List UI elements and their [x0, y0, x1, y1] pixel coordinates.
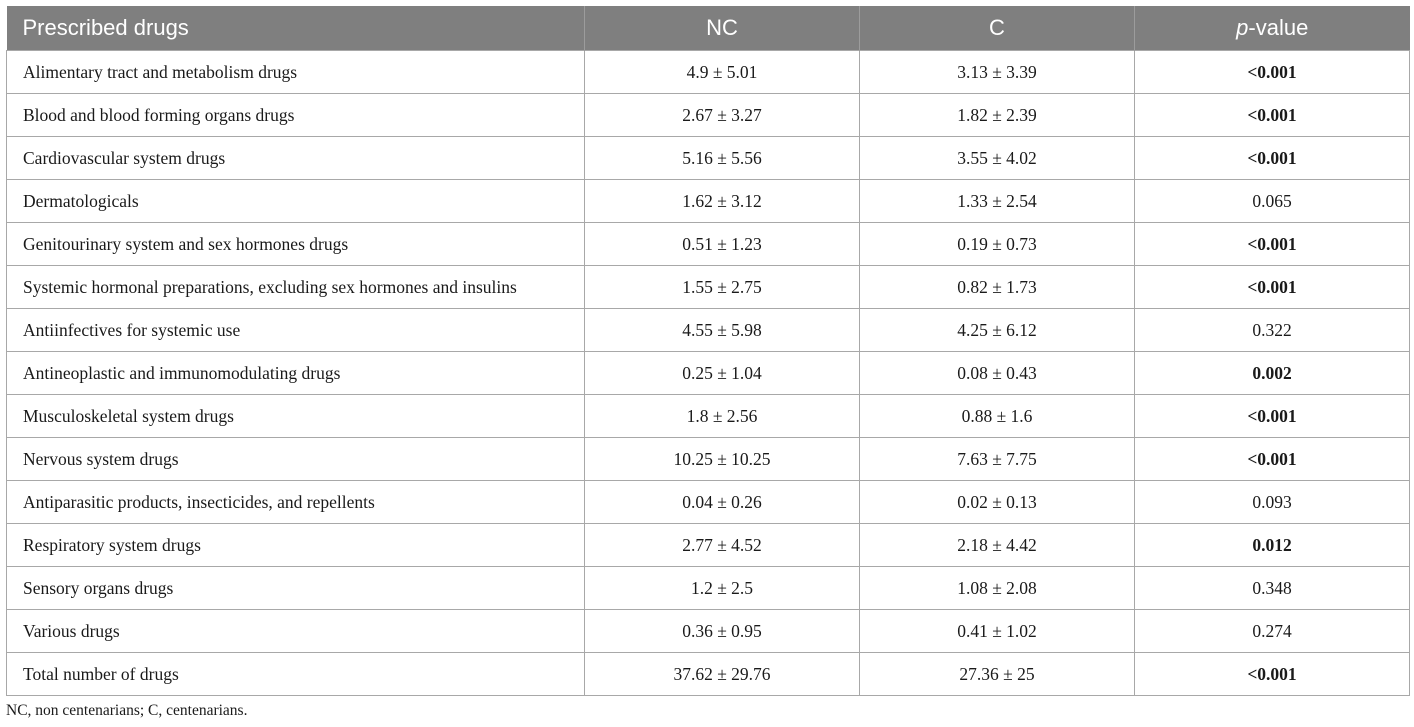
drugs-table-container: [6, 6, 1409, 696]
header-nc: NC: [585, 6, 860, 51]
table-footnote: NC, non centenarians; C, centenarians.: [6, 702, 248, 719]
table-row: [7, 309, 1410, 352]
cell-p-value: <0.001: [1135, 653, 1410, 696]
cell-drug-name: Blood and blood forming organs drugs: [7, 94, 585, 137]
table-row: [7, 223, 1410, 266]
cell-c-value: 0.41 ± 1.02: [860, 610, 1135, 653]
cell-nc-value: 2.67 ± 3.27: [585, 94, 860, 137]
table-row: [7, 266, 1410, 309]
cell-nc-value: 0.51 ± 1.23: [585, 223, 860, 266]
cell-c-value: 0.82 ± 1.73: [860, 266, 1135, 309]
cell-c-value: 3.13 ± 3.39: [860, 51, 1135, 94]
cell-c-value: 2.18 ± 4.42: [860, 524, 1135, 567]
cell-p-value: 0.322: [1135, 309, 1410, 352]
cell-p-value: 0.002: [1135, 352, 1410, 395]
table-row: [7, 51, 1410, 94]
prescribed-drugs-table: [6, 6, 1410, 696]
cell-p-value: <0.001: [1135, 51, 1410, 94]
cell-drug-name: Sensory organs drugs: [7, 567, 585, 610]
cell-c-value: 4.25 ± 6.12: [860, 309, 1135, 352]
cell-drug-name: Total number of drugs: [7, 653, 585, 696]
cell-p-value: <0.001: [1135, 266, 1410, 309]
cell-c-value: 1.08 ± 2.08: [860, 567, 1135, 610]
table-row: [7, 438, 1410, 481]
table-row: [7, 180, 1410, 223]
cell-c-value: 7.63 ± 7.75: [860, 438, 1135, 481]
cell-p-value: <0.001: [1135, 395, 1410, 438]
table-row: [7, 610, 1410, 653]
header-c: C: [860, 6, 1135, 51]
cell-drug-name: Systemic hormonal preparations, excluding sex hormones and insulins: [7, 266, 585, 309]
cell-drug-name: Dermatologicals: [7, 180, 585, 223]
cell-c-value: 1.82 ± 2.39: [860, 94, 1135, 137]
cell-drug-name: Nervous system drugs: [7, 438, 585, 481]
cell-drug-name: Various drugs: [7, 610, 585, 653]
header-p-italic: p: [1236, 15, 1249, 40]
cell-drug-name: Musculoskeletal system drugs: [7, 395, 585, 438]
cell-drug-name: Respiratory system drugs: [7, 524, 585, 567]
table-row: [7, 653, 1410, 696]
cell-drug-name: Alimentary tract and metabolism drugs: [7, 51, 585, 94]
cell-drug-name: Antiinfectives for systemic use: [7, 309, 585, 352]
cell-c-value: 3.55 ± 4.02: [860, 137, 1135, 180]
cell-nc-value: 5.16 ± 5.56: [585, 137, 860, 180]
cell-p-value: 0.012: [1135, 524, 1410, 567]
header-p-rest: -value: [1248, 15, 1309, 40]
cell-drug-name: Cardiovascular system drugs: [7, 137, 585, 180]
cell-nc-value: 1.55 ± 2.75: [585, 266, 860, 309]
cell-drug-name: Antiparasitic products, insecticides, and repellents: [7, 481, 585, 524]
header-p-value: [1135, 6, 1410, 51]
table-row: [7, 481, 1410, 524]
cell-nc-value: 4.55 ± 5.98: [585, 309, 860, 352]
cell-c-value: 0.02 ± 0.13: [860, 481, 1135, 524]
cell-nc-value: 0.25 ± 1.04: [585, 352, 860, 395]
cell-p-value: 0.274: [1135, 610, 1410, 653]
cell-drug-name: Antineoplastic and immunomodulating drugs: [7, 352, 585, 395]
cell-p-value: <0.001: [1135, 223, 1410, 266]
table-row: [7, 137, 1410, 180]
cell-p-value: <0.001: [1135, 94, 1410, 137]
table-row: [7, 524, 1410, 567]
table-row: [7, 94, 1410, 137]
cell-c-value: 0.08 ± 0.43: [860, 352, 1135, 395]
cell-c-value: 1.33 ± 2.54: [860, 180, 1135, 223]
table-header-row: [7, 6, 1410, 51]
cell-p-value: 0.093: [1135, 481, 1410, 524]
table-row: [7, 395, 1410, 438]
cell-nc-value: 37.62 ± 29.76: [585, 653, 860, 696]
cell-p-value: 0.065: [1135, 180, 1410, 223]
cell-c-value: 0.88 ± 1.6: [860, 395, 1135, 438]
cell-p-value: 0.348: [1135, 567, 1410, 610]
cell-nc-value: 1.8 ± 2.56: [585, 395, 860, 438]
table-row: [7, 567, 1410, 610]
cell-p-value: <0.001: [1135, 438, 1410, 481]
header-prescribed-drugs: Prescribed drugs: [7, 6, 585, 51]
table-row: [7, 352, 1410, 395]
cell-nc-value: 1.2 ± 2.5: [585, 567, 860, 610]
cell-nc-value: 0.36 ± 0.95: [585, 610, 860, 653]
cell-nc-value: 1.62 ± 3.12: [585, 180, 860, 223]
cell-nc-value: 10.25 ± 10.25: [585, 438, 860, 481]
cell-drug-name: Genitourinary system and sex hormones drugs: [7, 223, 585, 266]
cell-p-value: <0.001: [1135, 137, 1410, 180]
cell-nc-value: 0.04 ± 0.26: [585, 481, 860, 524]
table-body: [7, 51, 1410, 696]
cell-c-value: 27.36 ± 25: [860, 653, 1135, 696]
cell-nc-value: 2.77 ± 4.52: [585, 524, 860, 567]
cell-nc-value: 4.9 ± 5.01: [585, 51, 860, 94]
cell-c-value: 0.19 ± 0.73: [860, 223, 1135, 266]
